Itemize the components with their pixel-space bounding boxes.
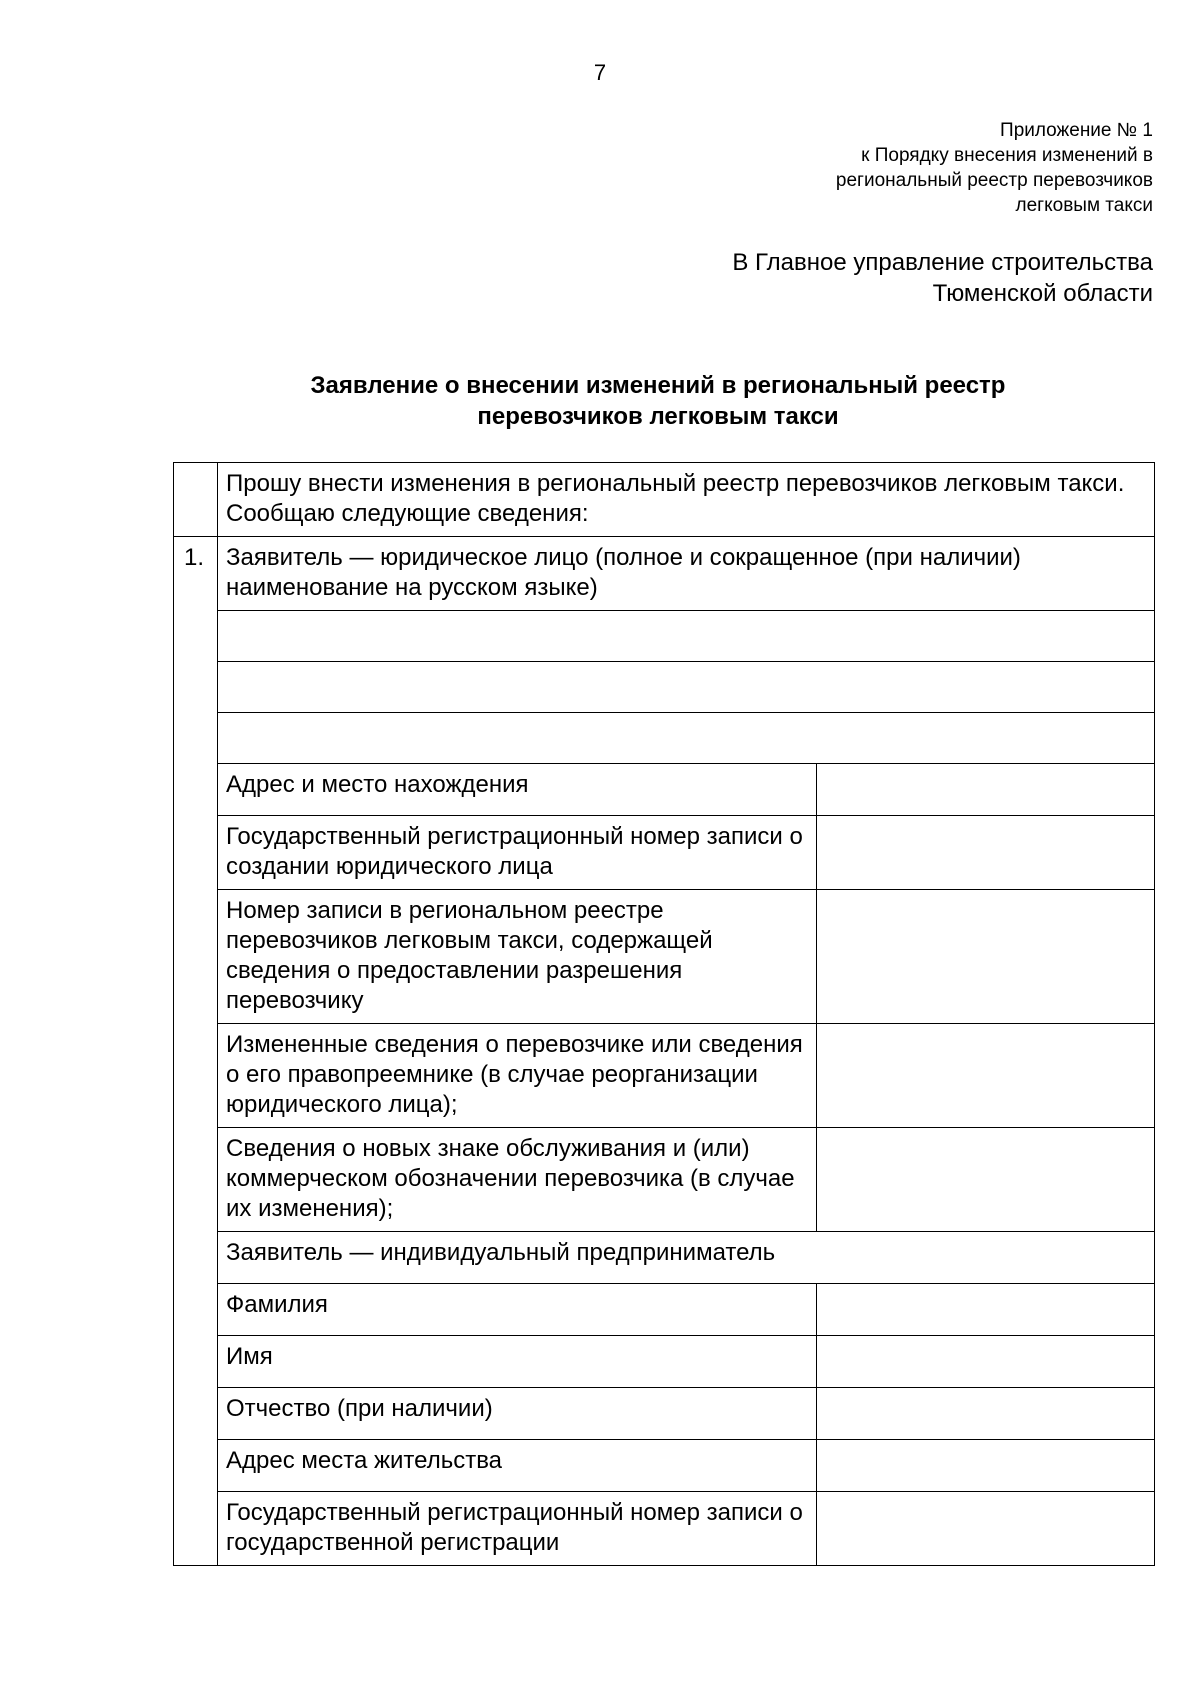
table-row xyxy=(174,890,1155,1024)
legal-entity-name-field[interactable] xyxy=(218,662,1155,713)
table-row xyxy=(174,1128,1155,1232)
field-value[interactable] xyxy=(817,816,1155,890)
table-row xyxy=(174,713,1155,764)
addressee xyxy=(593,247,1153,309)
field-value[interactable] xyxy=(817,1128,1155,1232)
title-line: перевозчиков легковым такси xyxy=(477,403,839,430)
table-row xyxy=(174,816,1155,890)
appendix-line: к Порядку внесения изменений в xyxy=(861,145,1153,166)
title-line: Заявление о внесении изменений в региональный реестр xyxy=(310,372,1006,399)
field-label: Государственный регистрационный номер записи о государственной регистрации xyxy=(218,1492,817,1566)
intro-text: Прошу внести изменения в региональный реестр перевозчиков легковым такси. Сообщаю следующие сведения: xyxy=(218,463,1155,537)
page-number: 7 xyxy=(593,60,607,85)
field-label: Государственный регистрационный номер записи о создании юридического лица xyxy=(218,816,817,890)
table-row xyxy=(174,463,1155,537)
table-row xyxy=(174,1388,1155,1440)
addressee-line: Тюменской области xyxy=(932,280,1153,307)
document-title xyxy=(258,370,1058,432)
field-label: Отчество (при наличии) xyxy=(218,1388,817,1440)
field-value[interactable] xyxy=(817,1024,1155,1128)
appendix-line: региональный реестр перевозчиков xyxy=(835,170,1153,191)
field-value[interactable] xyxy=(817,1492,1155,1566)
field-label: Адрес места жительства xyxy=(218,1440,817,1492)
field-label: Измененные сведения о перевозчике или сведения о его правопреемнике (в случае реорганизации юридического лица); xyxy=(218,1024,817,1128)
table-row xyxy=(174,1284,1155,1336)
table-row xyxy=(174,1492,1155,1566)
table-row xyxy=(174,662,1155,713)
section-number: 1. xyxy=(174,537,218,1566)
table-row xyxy=(174,764,1155,816)
field-value[interactable] xyxy=(817,890,1155,1024)
field-value[interactable] xyxy=(817,1440,1155,1492)
appendix-header xyxy=(753,118,1153,218)
field-value[interactable] xyxy=(817,1284,1155,1336)
appendix-line: легковым такси xyxy=(1015,195,1153,216)
legal-entity-heading: Заявитель — юридическое лицо (полное и сокращенное (при наличии) наименование на русском языке) xyxy=(218,537,1155,611)
table-row xyxy=(174,1440,1155,1492)
field-value[interactable] xyxy=(817,1336,1155,1388)
table-row xyxy=(174,1336,1155,1388)
individual-heading: Заявитель — индивидуальный предприниматель xyxy=(218,1232,1155,1284)
table-row xyxy=(174,1232,1155,1284)
legal-entity-name-field[interactable] xyxy=(218,611,1155,662)
field-label: Имя xyxy=(218,1336,817,1388)
legal-entity-name-field[interactable] xyxy=(218,713,1155,764)
field-value[interactable] xyxy=(817,1388,1155,1440)
field-label: Номер записи в региональном реестре перевозчиков легковым такси, содержащей сведения о предоставлении разрешения перевозчику xyxy=(218,890,817,1024)
field-value[interactable] xyxy=(817,764,1155,816)
table-row xyxy=(174,537,1155,611)
table-row xyxy=(174,611,1155,662)
field-label: Фамилия xyxy=(218,1284,817,1336)
appendix-line: Приложение № 1 xyxy=(1000,120,1153,141)
table-row xyxy=(174,1024,1155,1128)
application-form-table xyxy=(173,462,1155,1566)
addressee-line: В Главное управление строительства xyxy=(732,249,1153,276)
field-label: Сведения о новых знаке обслуживания и (или) коммерческом обозначении перевозчика (в случае их изменения); xyxy=(218,1128,817,1232)
field-label: Адрес и место нахождения xyxy=(218,764,817,816)
row-number-cell xyxy=(174,463,218,537)
